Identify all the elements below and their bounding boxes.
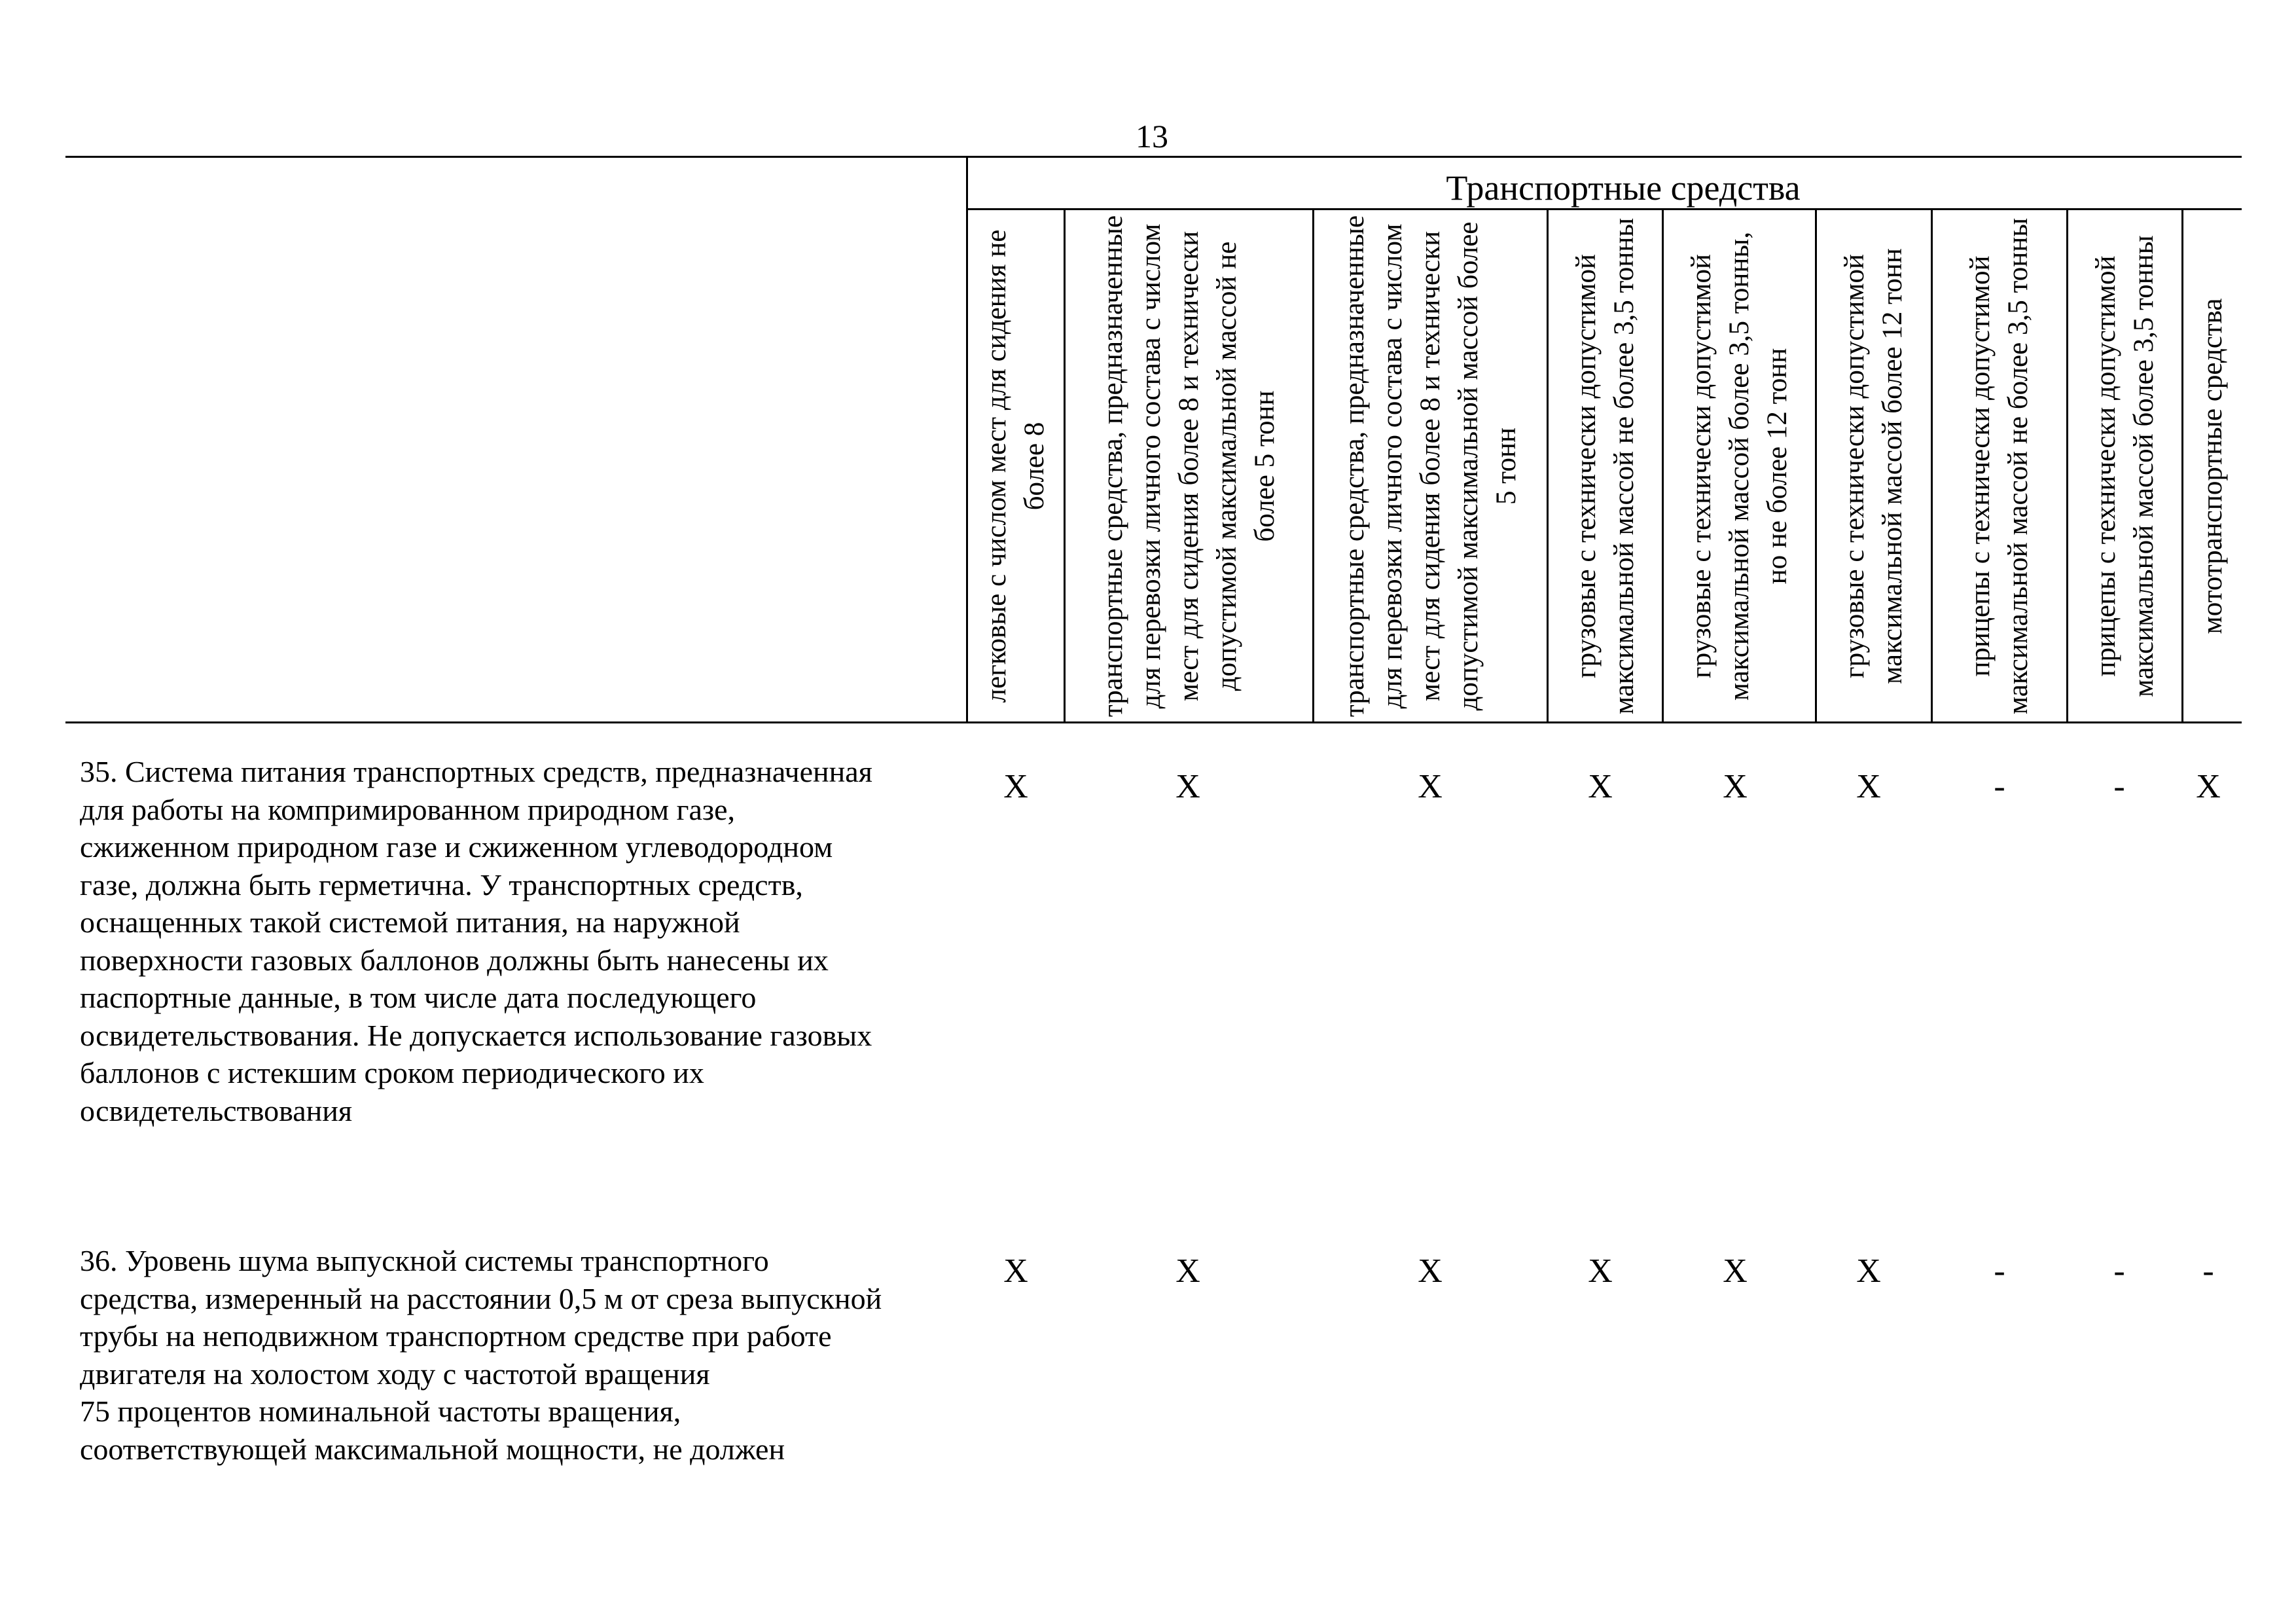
column-header-text: прицепы с технически допустимой максимальной массой не более 3,5 тонны: [1965, 217, 2034, 715]
text-line: освидетельствования: [80, 1093, 353, 1127]
text-line: освидетельствования. Не допускается использование газовых: [80, 1018, 872, 1052]
applicability-mark: -: [2113, 768, 2125, 805]
applicability-mark: -: [1994, 768, 2005, 805]
column-header: [1817, 211, 1931, 721]
applicability-mark: Х: [1003, 768, 1028, 805]
column-header-text: легковые с числом мест для сидения не более 8: [981, 229, 1050, 703]
group-header: Транспортные средства: [1446, 168, 1801, 208]
applicability-mark: Х: [1723, 1252, 1748, 1290]
text-line: средства, измеренный на расстоянии 0,5 м от среза выпускной: [80, 1281, 882, 1315]
text-line: паспортные данные, в том числе дата последующего: [80, 981, 757, 1014]
requirement-text-36: [80, 1242, 970, 1468]
applicability-mark: Х: [1723, 768, 1748, 805]
column-header: [968, 211, 1064, 721]
applicability-mark: Х: [1588, 1252, 1613, 1290]
column-header: [1549, 211, 1662, 721]
text-line: 36. Уровень шума выпускной системы транспортного: [80, 1244, 769, 1277]
applicability-mark: -: [1994, 1252, 2005, 1290]
applicability-mark: Х: [1003, 1252, 1028, 1290]
text-line: трубы на неподвижном транспортном средстве при работе: [80, 1319, 832, 1353]
text-line: оснащенных такой системой питания, на наружной: [80, 905, 740, 939]
applicability-mark: Х: [1175, 768, 1200, 805]
table-top-border: [65, 156, 2242, 158]
column-header-text: грузовые с технически допустимой максимальной массой не более 3,5 тонны: [1570, 217, 1640, 715]
applicability-mark: -: [2202, 1252, 2214, 1290]
text-line: двигателя на холостом ходу с частотой вращения: [80, 1357, 710, 1391]
column-header: [1066, 211, 1312, 721]
text-line: сжиженном природном газе и сжиженном углеводородном: [80, 830, 833, 864]
column-header-text: транспортные средства, предназначенные для перевозки личного состава с числом мест для сидения более 8 и технически допустимой максимальной массой более 5 тонн: [1338, 215, 1522, 718]
text-line: баллонов с истекшим сроком периодического их: [80, 1056, 704, 1089]
applicability-mark: Х: [1175, 1252, 1200, 1290]
applicability-mark: Х: [1418, 1252, 1443, 1290]
column-header: [1664, 211, 1815, 721]
requirement-text-35: [80, 753, 970, 1129]
column-header-text: мототранспортные средства: [2197, 298, 2228, 634]
column-header: [1933, 211, 2066, 721]
column-header: [2068, 211, 2181, 721]
text-line: 35. Система питания транспортных средств, предназначенная: [80, 755, 872, 788]
column-header: [2183, 211, 2242, 721]
applicability-mark: -: [2113, 1252, 2125, 1290]
applicability-mark: Х: [1418, 768, 1443, 805]
applicability-mark: Х: [1856, 768, 1881, 805]
text-line: соответствующей максимальной мощности, не должен: [80, 1432, 785, 1466]
page-number: 13: [1136, 118, 1168, 155]
applicability-mark: Х: [2196, 768, 2221, 805]
text-line: для работы на компримированном природном газе,: [80, 792, 736, 826]
text-line: 75 процентов номинальной частоты вращения,: [80, 1395, 681, 1428]
column-header-text: грузовые с технически допустимой максимальной массой более 12 тонн: [1839, 248, 1908, 684]
column-header-text: прицепы с технически допустимой максимальной массой более 3,5 тонны: [2090, 235, 2159, 697]
text-line: газе, должна быть герметична. У транспортных средств,: [80, 867, 803, 902]
applicability-mark: Х: [1856, 1252, 1881, 1290]
column-header-text: транспортные средства, предназначенные для перевозки личного состава с числом мест для сидения более 8 и технически допустимой максимальной массой не более 5 тонн: [1097, 215, 1280, 718]
column-header: [1314, 211, 1547, 721]
column-header-text: грузовые с технически допустимой максимальной массой более 3,5 тонны, но не более 12 тонн: [1685, 231, 1793, 701]
header-bottom-border: [65, 721, 2242, 723]
text-line: поверхности газовых баллонов должны быть нанесены их: [80, 943, 829, 977]
applicability-mark: Х: [1588, 768, 1613, 805]
